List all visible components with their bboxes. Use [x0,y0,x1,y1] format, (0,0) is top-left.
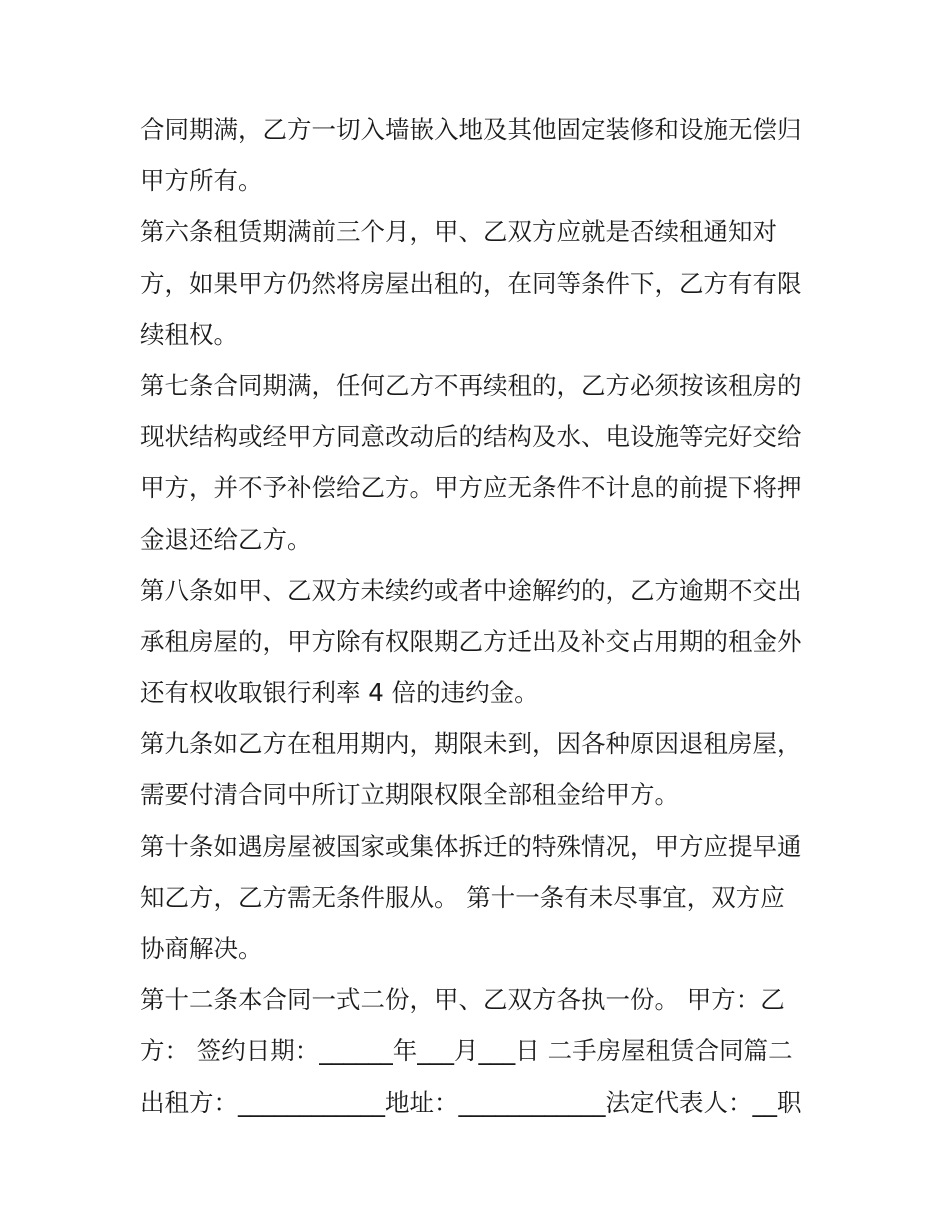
text-line: 第九条如乙方在租用期内，期限未到，因各种原因退租房屋， [140,729,802,759]
text-line: 协商解决。 [140,934,263,963]
text-line: 续租权。 [140,319,238,349]
text-line: 金退还给乙方。 [140,524,312,554]
text-line: 承租房屋的，甲方除有权限期乙方迁出及补交占用期的租金外 [140,626,802,656]
contract-text [140,104,820,1128]
text-line: 第六条租赁期满前三个月，甲、乙双方应就是否续租通知对 [140,217,777,247]
text-line: 第七条合同期满，任何乙方不再续租的，乙方必须按该租房的 [140,370,802,400]
text-line: 甲方所有。 [140,166,263,196]
text-line: 方： 签约日期：______年___月___日 二手房屋租赁合同篇二 [140,1036,793,1066]
text-line: 方，如果甲方仍然将房屋出租的，在同等条件下，乙方有有限 [140,268,802,298]
text-line: 出租方：____________地址：____________法定代表人：__职 [140,1087,802,1117]
text-line: 第十二条本合同一式二份，甲、乙双方各执一份。 甲方：乙 [140,985,785,1015]
text-line: 合同期满，乙方一切入墙嵌入地及其他固定装修和设施无偿归 [140,115,802,144]
text-line: 知乙方，乙方需无条件服从。 第十一条有未尽事宜，双方应 [140,882,785,912]
text-line: 第八条如甲、乙双方未续约或者中途解约的，乙方逾期不交出 [140,575,802,605]
text-line: 甲方，并不予补偿给乙方。甲方应无条件不计息的前提下将押 [140,473,802,503]
text-line: 现状结构或经甲方同意改动后的结构及水、电设施等完好交给 [140,422,802,452]
text-line: 需要付清合同中所订立期限权限全部租金给甲方。 [140,780,679,810]
text-line: 还有权收取银行利率 4 倍的违约金。 [140,678,539,708]
text-line: 第十条如遇房屋被国家或集体拆迁的特殊情况，甲方应提早通 [140,831,802,861]
